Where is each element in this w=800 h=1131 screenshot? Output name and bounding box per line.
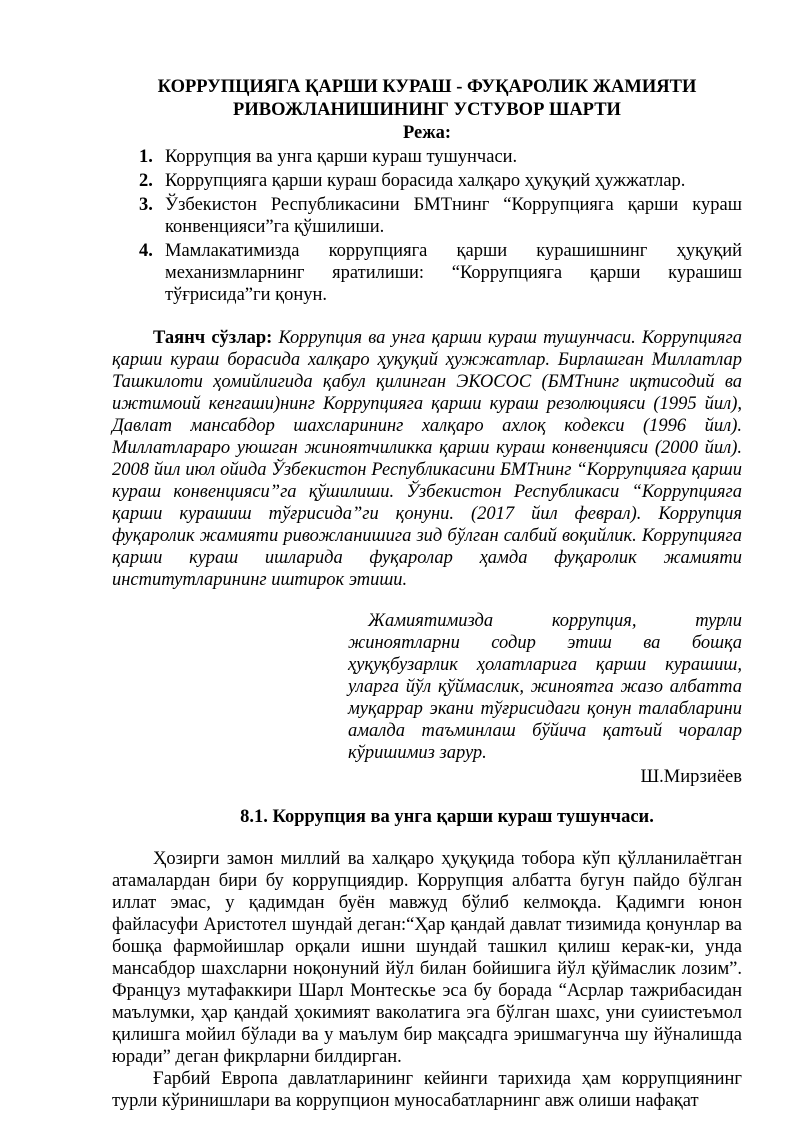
plan-item-text: Коррупция ва унга қарши кураш тушунчаси. (165, 147, 518, 167)
plan-item (112, 170, 742, 192)
body-paragraph: Ғарбий Европа давлатларининг кейинги тарихида ҳам коррупциянинг турли кўринишлари ва коррупцион муносабатларнинг авж олиши нафақат (112, 1068, 742, 1111)
plan-item-text: Коррупцияга қарши кураш борасида халқаро ҳуқуқий ҳужжатлар. (165, 171, 686, 191)
plan-item-number: 4. (139, 241, 153, 261)
plan-item-text: Мамлакатимизда коррупцияга қарши курашишнинг ҳуқуқий механизмларнинг яратилиши: “Коррупцияга қарши курашиш тўғрисида”ги қонун. (165, 241, 742, 305)
plan-item (112, 146, 742, 168)
plan-item (112, 240, 742, 306)
plan-item-number: 1. (139, 147, 153, 167)
section-heading: 8.1. Коррупция ва унга қарши кураш тушунчаси. (240, 807, 654, 827)
plan-item-number: 2. (139, 171, 153, 191)
document-title-line-2: РИВОЖЛАНИШИНИНГ УСТУВОР ШАРТИ (233, 100, 621, 120)
plan-list (112, 146, 742, 306)
body-paragraph: Ҳозирги замон миллий ва халқаро ҳуқуқида тобора кўп қўлланилаётган атамалардан бири бу коррупциядир. Коррупция албатта бугун пайдо бўлган иллат эмас, у қадимдан буён мавжуд бўлиб келмоқда. Қадимги юнон файласуфи Аристотел шундай деган:“Ҳар қандай давлат тизимида қонунлар ва бошқа фармойишлар орқали ишни шундай ташкил қилиш керак-ки, унда мансабдор шахсларни ноқонуний йўл билан бойишига йўл қўймаслик лозим”. Француз мутафаккири Шарл Монтескье эса бу борада “Асрлар тажрибасидан маълумки, ҳар қандай ҳокимият ваколатига эга бўлган шахс, уни суиистеъмол қилишга мойил бўлади ва у маълум бир мақсадга эришмагунча шу йўналишда юради” деган фикрларни билдирган. (112, 848, 742, 1067)
epigraph-quote: Жамиятимизда коррупция, турли жиноятларни содир этиш ва бошқа ҳуқуқбузарлик ҳолатларига қарши курашиш, уларга йўл қўймаслик, жиноятга жазо албатта муқаррар экани тўғрисидаги қонун талабларини амалда таъминлаш бўйича қатъий чоралар кўришимиз зарур. (348, 610, 742, 763)
epigraph-author: Ш.Мирзиёев (640, 766, 742, 787)
keywords-label: Таянч сўзлар: (153, 328, 273, 348)
plan-item-number: 3. (139, 195, 153, 215)
plan-item (112, 194, 742, 238)
keywords-text: Коррупция ва унга қарши кураш тушунчаси. Коррупцияга қарши кураш борасида халқаро ҳуқуқий ҳужжатлар. Бирлашган Миллатлар Ташкилоти ҳомийлигида қабул қилинган ЭКОСОС (БМТнинг иқтисодий ва ижтимоий кенгаши)нинг Коррупцияга қарши кураш резолюцияси (1995 йил), Давлат мансабдор шахсларининг халқаро ахлоқ кодекси (1996 йил). Миллатлараро уюшган жиноятчиликка қарши кураш конвенцияси (2000 йил). 2008 йил июл ойида Ўзбекистон Республикасини БМТнинг “Коррупцияга қарши кураш конвенцияси”га қўшилиши. Ўзбекистон Республикаси “Коррупцияга қарши курашиш тўғрисида”ги қонуни. (2017 йил феврал). Коррупция фуқаролик жамияти ривожланишига зид бўлган салбий воқийлик. Коррупцияга қарши кураш ишларида фуқаролар ҳамда фуқаролик жамияти институтларининг иштирок этиши. (112, 328, 742, 590)
plan-heading: Режа: (402, 123, 452, 143)
keywords-paragraph (112, 327, 742, 591)
plan-item-text: Ўзбекистон Республикасини БМТнинг “Коррупцияга қарши кураш конвенцияси”га қўшилиши. (165, 195, 742, 237)
document-title-line-1: КОРРУПЦИЯГА ҚАРШИ КУРАШ - ФУҚАРОЛИК ЖАМИЯТИ (157, 77, 697, 97)
